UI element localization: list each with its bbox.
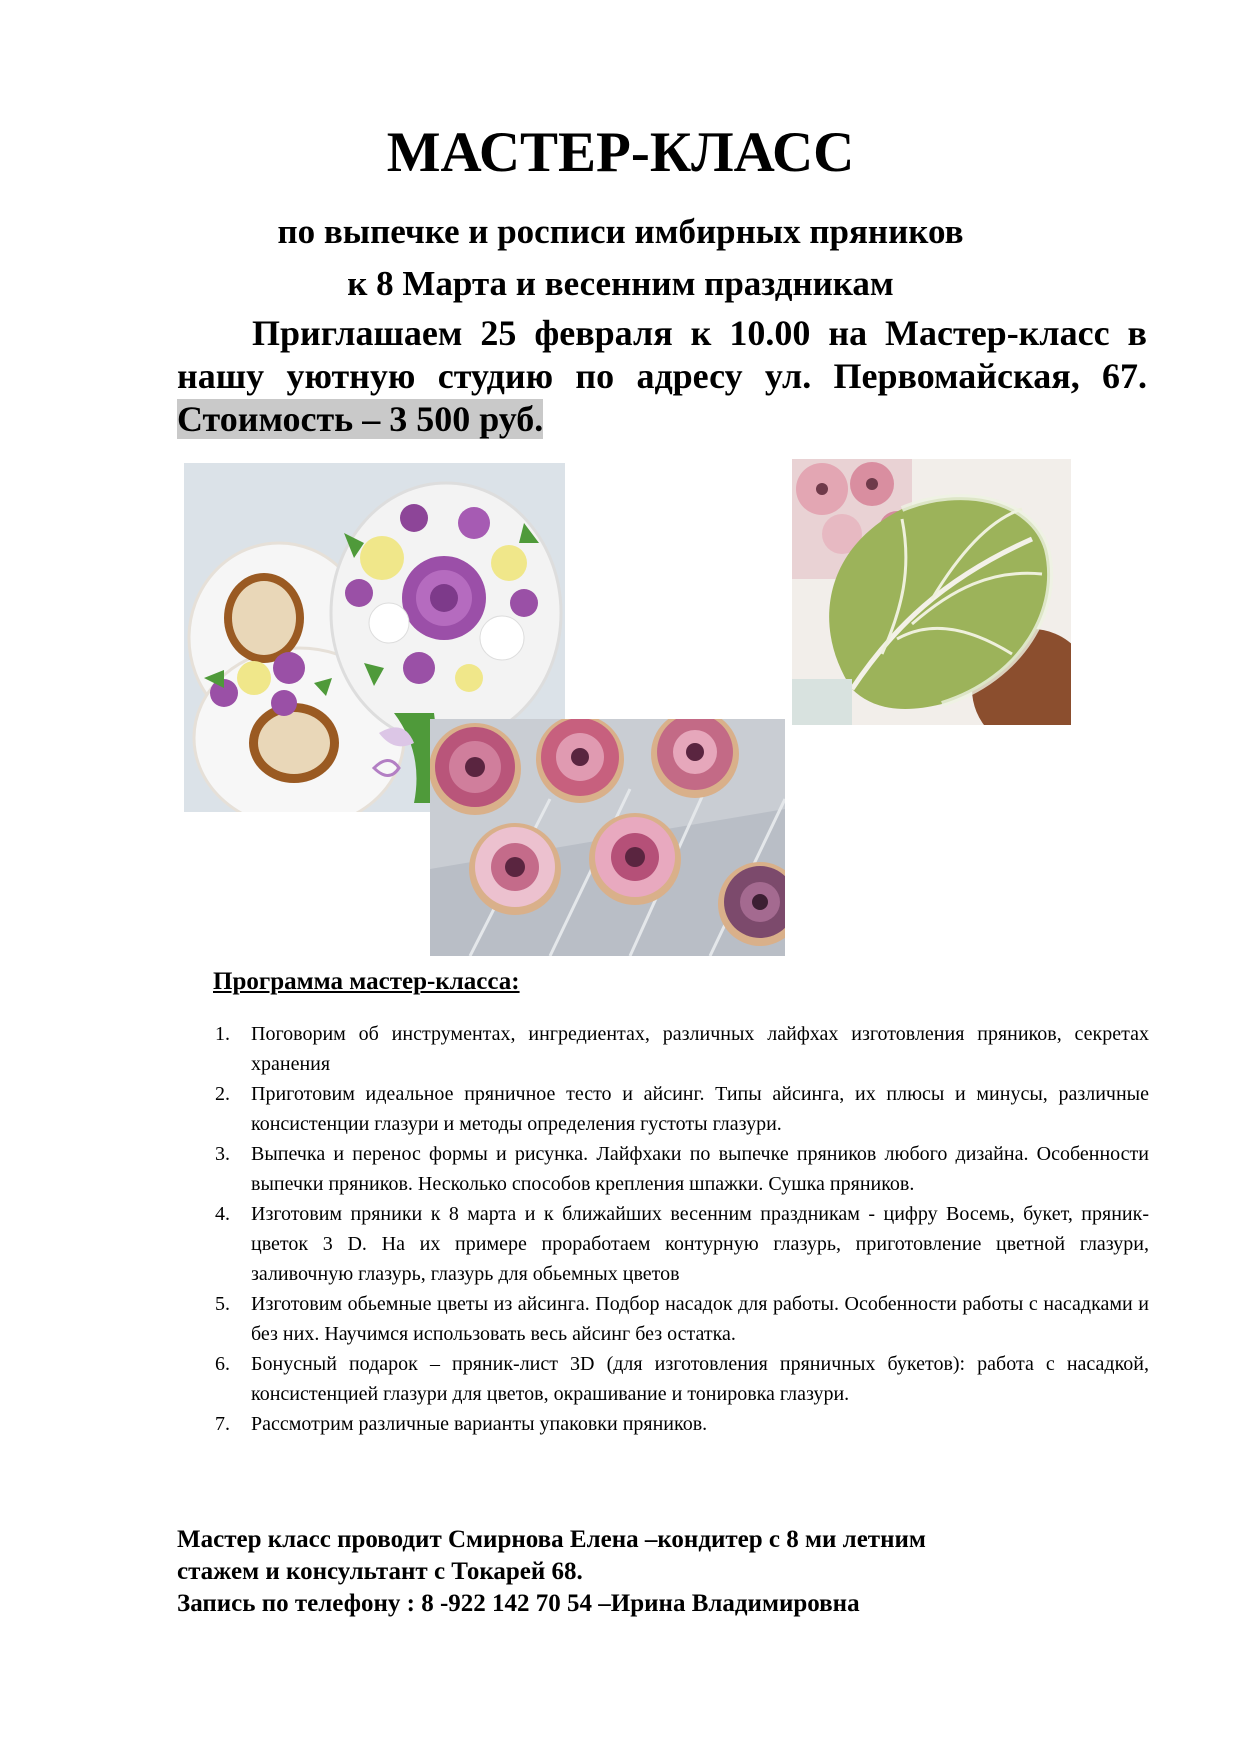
program-item-text: Изготовим обьемные цветы из айсинга. Подбор насадок для работы. Особенности работы с насадками и без них. Научимся использовать весь айсинг без остатка.	[251, 1293, 1149, 1345]
footer-line-1: Мастер класс проводит Смирнова Елена –кондитер с 8 ми летним	[177, 1526, 926, 1553]
footer-line-2: стажем и консультант с Токарей 68.	[177, 1558, 583, 1585]
footer-line-3: Запись по телефону : 8 -922 142 70 54 –Ирина Владимировна	[177, 1590, 860, 1617]
program-item-number: 4.	[215, 1203, 230, 1225]
program-item-number: 5.	[215, 1293, 230, 1315]
program-item-text: Приготовим идеальное пряничное тесто и айсинг. Типы айсинга, их плюсы и минусы, различные консистенции глазури и методы определения густоты глазури.	[251, 1083, 1149, 1135]
program-item-number: 7.	[215, 1413, 230, 1435]
program-item-number: 1.	[215, 1023, 230, 1045]
program-item-text: Бонусный подарок – пряник-лист 3D (для изготовления пряничных букетов): работа с насадкой, консистенцией глазури для цветов, окрашивание и тонировка глазури.	[251, 1353, 1149, 1405]
invitation-text: Приглашаем 25 февраля к 10.00 на Мастер-класс в нашу уютную студию по адресу ул. Первомайская, 67.	[177, 313, 1147, 396]
program-item-1	[213, 1019, 1149, 1079]
program-item-5	[213, 1289, 1149, 1349]
program-item-number: 3.	[215, 1143, 230, 1165]
program-item-6	[213, 1349, 1149, 1409]
subtitle-line-2: к 8 Марта и весенним праздникам	[347, 264, 894, 303]
program-item-text: Рассмотрим различные варианты упаковки пряников.	[251, 1413, 708, 1435]
invitation-paragraph	[177, 312, 1147, 441]
program-item-2	[213, 1079, 1149, 1139]
page-title: МАСТЕР-КЛАСС	[386, 121, 855, 184]
program-title: Программа мастер-класса:	[213, 968, 520, 995]
program-item-number: 6.	[215, 1353, 230, 1375]
program-list	[213, 1019, 1149, 1439]
program-item-text: Выпечка и перенос формы и рисунка. Лайфхаки по выпечке пряников любого дизайна. Особенности выпечки пряников. Несколько способов крепления шпажки. Сушка пряников.	[251, 1143, 1149, 1195]
footer-contacts	[177, 1524, 926, 1620]
program-item-3	[213, 1139, 1149, 1199]
price-highlight: Стоимость – 3 500 руб.	[177, 399, 544, 439]
subtitle-line-1: по выпечке и росписи имбирных пряников	[277, 212, 964, 251]
program-item-text: Изготовим пряники к 8 марта и к ближайших весенним праздникам - цифру Восемь, букет, пряник-цветок 3 D. На их примере проработаем контурную глазурь, приготовление цветной глазури, заливочную глазурь, глазурь для обьемных цветов	[251, 1203, 1149, 1285]
program-item-number: 2.	[215, 1083, 230, 1105]
program-item-4	[213, 1199, 1149, 1289]
program-item-text: Поговорим об инструментах, ингредиентах, различных лайфхах изготовления пряников, секретах хранения	[251, 1023, 1149, 1075]
cookie-pink-flowers-photo	[430, 719, 785, 956]
program-item-7	[213, 1409, 1149, 1439]
cookie-green-leaf-photo	[792, 459, 1071, 725]
